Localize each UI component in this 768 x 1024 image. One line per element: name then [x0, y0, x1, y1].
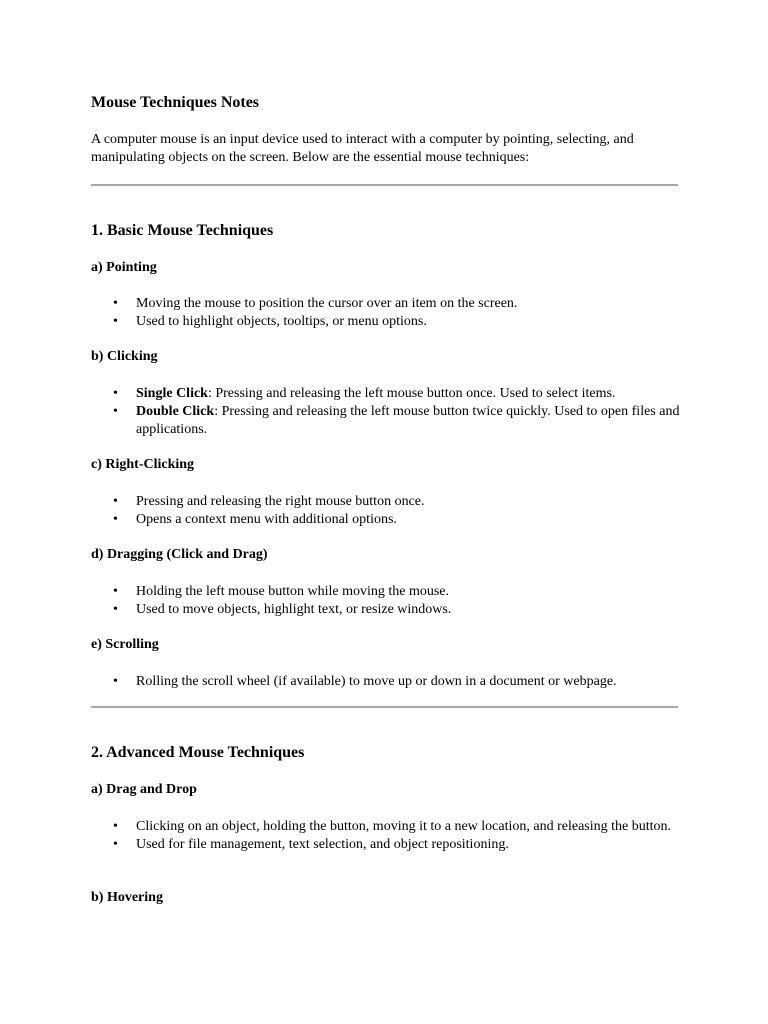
- bullet-glyph: •: [113, 494, 118, 509]
- subheading-hovering: b) Hovering: [91, 890, 163, 905]
- bullet-glyph: •: [113, 602, 118, 617]
- list-item: [91, 295, 681, 313]
- list-item: [91, 818, 681, 836]
- list-item-text: Used for file management, text selection, and object repositioning.: [136, 837, 509, 852]
- list-item-text: Used to move objects, highlight text, or resize windows.: [136, 602, 452, 617]
- bullet-glyph: •: [113, 674, 118, 689]
- list-item-text: Moving the mouse to position the cursor over an item on the screen.: [136, 296, 518, 311]
- bullet-glyph: •: [113, 837, 118, 852]
- page-title: Mouse Techniques Notes: [91, 94, 260, 111]
- subheading-clicking: b) Clicking: [91, 349, 158, 364]
- list-item: [91, 673, 681, 691]
- subheading-right-clicking: c) Right-Clicking: [91, 457, 195, 472]
- clicking-list: [91, 385, 681, 439]
- list-item: [91, 511, 681, 529]
- list-item-text: Opens a context menu with additional options.: [136, 512, 397, 527]
- bullet-glyph: •: [113, 296, 118, 311]
- list-item-term: Single Click: [136, 386, 208, 401]
- list-item-text: Rolling the scroll wheel (if available) to move up or down in a document or webpage.: [136, 674, 617, 689]
- scrolling-list: [91, 673, 681, 691]
- list-item-text: Clicking on an object, holding the button, moving it to a new location, and releasing the button.: [136, 819, 672, 834]
- list-item-text: Holding the left mouse button while moving the mouse.: [136, 584, 450, 599]
- dragging-list: [91, 583, 681, 619]
- list-item: [91, 601, 681, 619]
- list-item-term: Double Click: [136, 404, 215, 419]
- list-item: [91, 493, 681, 511]
- bullet-glyph: •: [113, 314, 118, 329]
- section-divider: [91, 184, 678, 186]
- intro-paragraph: A computer mouse is an input device used to interact with a computer by pointing, selecting, and manipulating objects on the screen. Below are the essential mouse techniques:: [91, 132, 634, 165]
- list-item: [91, 583, 681, 601]
- pointing-list: [91, 295, 681, 331]
- subheading-scrolling: e) Scrolling: [91, 637, 159, 652]
- section-divider: [91, 706, 678, 708]
- section-heading-basic: 1. Basic Mouse Techniques: [91, 222, 274, 239]
- section-heading-advanced: 2. Advanced Mouse Techniques: [91, 744, 305, 761]
- list-item: [91, 403, 681, 439]
- subheading-dragging: d) Dragging (Click and Drag): [91, 547, 268, 562]
- list-item: [91, 385, 681, 403]
- list-item-text: : Pressing and releasing the left mouse button once. Used to select items.: [207, 386, 616, 401]
- right-clicking-list: [91, 493, 681, 529]
- drag-and-drop-list: [91, 818, 681, 854]
- list-item: [91, 313, 681, 331]
- bullet-glyph: •: [113, 819, 118, 834]
- list-item-text: Pressing and releasing the right mouse button once.: [136, 494, 425, 509]
- bullet-glyph: •: [113, 512, 118, 527]
- subheading-drag-and-drop: a) Drag and Drop: [91, 782, 197, 797]
- list-item-text: : Pressing and releasing the left mouse button twice quickly. Used to open files and applications.: [136, 404, 680, 437]
- subheading-pointing: a) Pointing: [91, 260, 157, 275]
- bullet-glyph: •: [113, 584, 118, 599]
- list-item: [91, 836, 681, 854]
- bullet-glyph: •: [113, 404, 118, 419]
- bullet-glyph: •: [113, 386, 118, 401]
- list-item-text: Used to highlight objects, tooltips, or menu options.: [136, 314, 427, 329]
